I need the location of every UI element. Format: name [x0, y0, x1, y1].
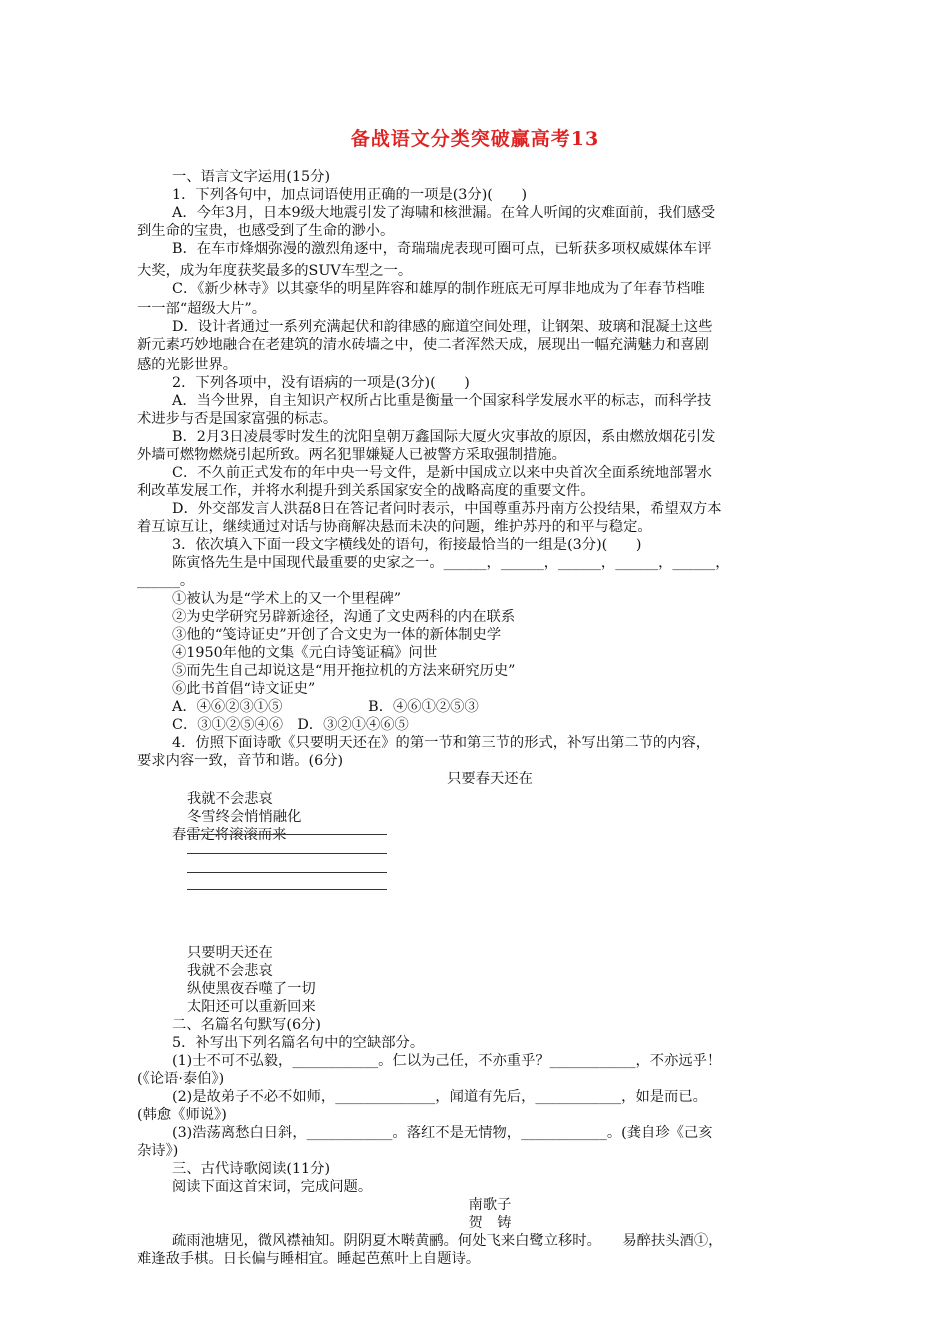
text-line: 3．依次填入下面一段文字横线处的语句，衔接最恰当的一组是(3分)( )	[172, 537, 642, 553]
centered-heading: 只要春天还在	[447, 771, 533, 787]
text-line: (3)浩荡离愁白日斜，____________。落红不是无情物，____________。(龚自珍《己亥	[172, 1125, 713, 1141]
text-line: 一一部“超级大片”。	[137, 301, 266, 317]
text-line: 纵使黑夜吞噬了一切	[187, 981, 316, 997]
text-line: 到生命的宝贵，也感受到了生命的渺小。	[137, 223, 395, 239]
text-line: B．在车市烽烟弥漫的激烈角逐中，奇瑞瑞虎表现可圈可点，已斩获多项权威媒体车评	[172, 241, 712, 257]
text-line: 杂诗》)	[137, 1143, 179, 1159]
page-title: 备战语文分类突破赢高考13	[350, 128, 600, 150]
text-line: 我就不会悲哀	[187, 963, 273, 979]
text-line: 大奖，成为年度获奖最多的SUV车型之一。	[137, 263, 413, 279]
text-line: ①被认为是“学术上的又一个里程碑”	[172, 591, 402, 607]
text-line: 只要明天还在	[187, 945, 273, 961]
text-line: 着互谅互让，继续通过对话与协商解决悬而未决的问题，维护苏丹的和平与稳定。	[137, 519, 652, 535]
text-line: B．2月3日凌晨零时发生的沈阳皇朝万鑫国际大厦火灾事故的原因，系由燃放烟花引发	[172, 429, 716, 445]
text-line: 4．仿照下面诗歌《只要明天还在》的第一节和第三节的形式，补写出第二节的内容，	[172, 735, 711, 751]
text-line: (韩愈《师说》)	[137, 1107, 227, 1123]
text-line: 陈寅恪先生是中国现代最重要的史家之一。______，______，______，______，______，	[172, 555, 730, 571]
text-line: D．设计者通过一系列充满起伏和韵律感的廊道空间处理，让钢架、玻璃和混凝土这些	[172, 319, 713, 335]
blank-line[interactable]	[187, 889, 387, 890]
centered-heading: 贺 铸	[468, 1215, 512, 1231]
text-line: 新元素巧妙地融合在老建筑的清水砖墙之中，使二者浑然天成，展现出一幅充满魅力和喜剧	[137, 337, 709, 353]
text-line: 难逢敌手棋。日长偏与睡相宜。睡起芭蕉叶上自题诗。	[137, 1251, 481, 1267]
text-line: (2)是故弟子不必不如师，______________，闻道有先后，____________，如是而已。	[172, 1089, 707, 1105]
text-line: 阅读下面这首宋词，完成问题。	[172, 1179, 373, 1195]
text-line: D．外交部发言人洪磊8日在答记者问时表示，中国尊重苏丹南方公投结果，希望双方本	[172, 501, 722, 517]
text-line: ______。	[137, 573, 195, 589]
text-line: ⑥此书首倡“诗文证史”	[172, 681, 316, 697]
text-line: A．④⑥②③①⑤ B．④⑥①②⑤③	[172, 699, 479, 715]
text-line: 2．下列各项中，没有语病的一项是(3分)( )	[172, 375, 470, 391]
text-line: (《论语·泰伯》)	[137, 1071, 225, 1087]
text-line: 术进步与否是国家富强的标志。	[137, 411, 338, 427]
text-line: 冬雪终会悄悄融化	[187, 809, 302, 825]
text-line: 外墙可燃物燃烧引起所致。两名犯罪嫌疑人已被警方采取强制措施。	[137, 447, 566, 463]
text-line: 春雷定将滚滚而来	[172, 827, 287, 843]
text-line: 我就不会悲哀	[187, 791, 273, 807]
blank-line[interactable]	[187, 853, 387, 854]
centered-heading: 南歌子	[468, 1197, 512, 1213]
text-line: ④1950年他的文集《元白诗笺证稿》问世	[172, 645, 438, 661]
text-line: 三、古代诗歌阅读(11分)	[172, 1161, 331, 1177]
text-line: C．不久前正式发布的年中央一号文件，是新中国成立以来中央首次全面系统地部署水	[172, 465, 712, 481]
text-line: 一、语言文字运用(15分)	[172, 169, 331, 185]
text-line: C．《新少林寺》以其豪华的明星阵容和雄厚的制作班底无可厚非地成为了年春节档唯	[172, 281, 705, 297]
blank-line[interactable]	[187, 834, 387, 835]
text-line: C．③①②⑤④⑥ D．③②①④⑥⑤	[172, 717, 409, 733]
text-line: 利改革发展工作，并将水利提升到关系国家安全的战略高度的重要文件。	[137, 483, 595, 499]
text-line: 疏雨池塘见，微风襟袖知。阴阴夏木啭黄鹂。何处飞来白鹭立移时。 易醉扶头酒①，	[172, 1233, 723, 1249]
text-line: 1．下列各句中，加点词语使用正确的一项是(3分)( )	[172, 187, 528, 203]
text-line: (1)士不可不弘毅，____________。仁以为己任，不亦重乎？____________，不亦远乎！	[172, 1053, 722, 1069]
text-line: 5．补写出下列名篇名句中的空缺部分。	[172, 1035, 425, 1051]
text-line: 感的光影世界。	[137, 357, 238, 373]
text-line: ②为史学研究另辟新途径，沟通了文史两科的内在联系	[172, 609, 516, 625]
text-line: A．当今世界，自主知识产权所占比重是衡量一个国家科学发展水平的标志，而科学技	[172, 393, 712, 409]
blank-line[interactable]	[187, 872, 387, 873]
text-line: ⑤而先生自己却说这是“用开拖拉机的方法来研究历史”	[172, 663, 516, 679]
text-line: ③他的“笺诗证史”开创了合文史为一体的新体制史学	[172, 627, 502, 643]
text-line: 要求内容一致，音节和谐。(6分)	[137, 753, 344, 769]
text-line: 二、名篇名句默写(6分)	[172, 1017, 321, 1033]
text-line: A．今年3月，日本9级大地震引发了海啸和核泄漏。在耸人听闻的灾难面前，我们感受	[172, 205, 716, 221]
text-line: 太阳还可以重新回来	[187, 999, 316, 1015]
